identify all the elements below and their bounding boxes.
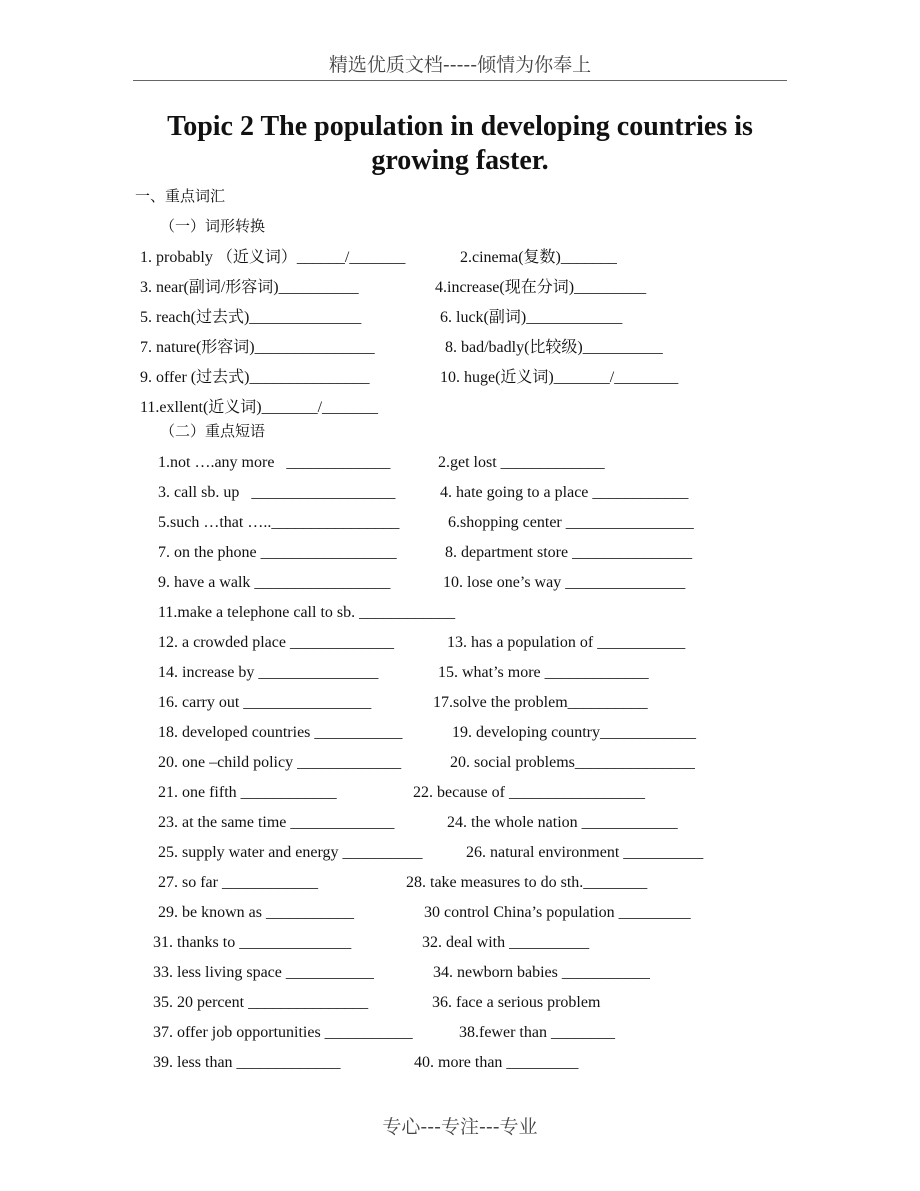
title-line-1: Topic 2 The population in developing countries is xyxy=(167,111,753,142)
phrase-item: 1.not ….any more _____________ xyxy=(158,454,391,471)
page-footer: 专心---专注---专业 xyxy=(382,1116,538,1138)
phrase-item: 18. developed countries ___________ xyxy=(158,724,403,741)
phrase-item: 30 control China’s population _________ xyxy=(424,904,691,921)
title-line-2: growing faster. xyxy=(371,145,549,176)
phrase-item: 33. less living space ___________ xyxy=(153,964,374,981)
phrase-item: 13. has a population of ___________ xyxy=(447,634,686,651)
phrase-item: 17.solve the problem__________ xyxy=(433,694,648,711)
vocab-item: 6. luck(副词)____________ xyxy=(440,309,623,326)
phrase-item: 3. call sb. up __________________ xyxy=(158,484,396,501)
phrase-item: 10. lose one’s way _______________ xyxy=(443,574,686,591)
phrase-item: 7. on the phone _________________ xyxy=(158,544,397,561)
vocab-item: 8. bad/badly(比较级)__________ xyxy=(445,339,663,356)
phrase-item: 32. deal with __________ xyxy=(422,934,590,951)
phrase-item: 34. newborn babies ___________ xyxy=(433,964,650,981)
phrase-item: 21. one fifth ____________ xyxy=(158,784,337,801)
phrase-item: 31. thanks to ______________ xyxy=(153,934,352,951)
phrase-item: 23. at the same time _____________ xyxy=(158,814,395,831)
phrase-item: 11.make a telephone call to sb. ____________ xyxy=(158,604,456,621)
phrase-item: 38.fewer than ________ xyxy=(459,1024,615,1041)
subheading-key-phrases: （二）重点短语 xyxy=(160,422,266,440)
section-heading-vocabulary: 一、重点词汇 xyxy=(135,187,226,205)
phrase-item: 40. more than _________ xyxy=(414,1054,579,1071)
vocab-item: 7. nature(形容词)_______________ xyxy=(140,339,375,356)
phrase-item: 14. increase by _______________ xyxy=(158,664,379,681)
phrase-item: 9. have a walk _________________ xyxy=(158,574,391,591)
phrase-item: 8. department store _______________ xyxy=(445,544,693,561)
vocab-item: 11.exllent(近义词)_______/_______ xyxy=(140,399,379,416)
phrase-item: 36. face a serious problem xyxy=(432,994,601,1011)
phrase-item: 28. take measures to do sth.________ xyxy=(406,874,648,891)
phrase-item: 24. the whole nation ____________ xyxy=(447,814,678,831)
vocab-item: 3. near(副词/形容词)__________ xyxy=(140,279,359,296)
subheading-word-forms: （一）词形转换 xyxy=(160,217,266,235)
phrase-item: 19. developing country____________ xyxy=(452,724,696,741)
phrase-item: 20. one –child policy _____________ xyxy=(158,754,402,771)
phrase-item: 2.get lost _____________ xyxy=(438,454,605,471)
phrase-item: 29. be known as ___________ xyxy=(158,904,354,921)
vocab-item: 10. huge(近义词)_______/________ xyxy=(440,369,679,386)
phrase-item: 20. social problems_______________ xyxy=(450,754,695,771)
phrase-item: 5.such …that …..________________ xyxy=(158,514,400,531)
phrase-item: 6.shopping center ________________ xyxy=(448,514,694,531)
vocab-item: 9. offer (过去式)_______________ xyxy=(140,369,370,386)
phrase-item: 35. 20 percent _______________ xyxy=(153,994,369,1011)
phrase-item: 25. supply water and energy __________ xyxy=(158,844,423,861)
phrase-item: 27. so far ____________ xyxy=(158,874,318,891)
vocab-item: 5. reach(过去式)______________ xyxy=(140,309,362,326)
phrase-item: 37. offer job opportunities ___________ xyxy=(153,1024,413,1041)
page-header: 精选优质文档-----倾情为你奉上 xyxy=(328,54,592,76)
vocab-item: 4.increase(现在分词)_________ xyxy=(435,279,647,296)
phrase-item: 22. because of _________________ xyxy=(413,784,645,801)
phrase-item: 39. less than _____________ xyxy=(153,1054,341,1071)
page-title xyxy=(60,110,860,178)
phrase-item: 15. what’s more _____________ xyxy=(438,664,649,681)
vocab-item: 2.cinema(复数)_______ xyxy=(460,249,617,266)
phrase-item: 16. carry out ________________ xyxy=(158,694,372,711)
header-divider xyxy=(133,80,787,81)
phrase-item: 4. hate going to a place ____________ xyxy=(440,484,689,501)
phrase-item: 26. natural environment __________ xyxy=(466,844,704,861)
phrase-item: 12. a crowded place _____________ xyxy=(158,634,394,651)
vocab-item: 1. probably （近义词）______/_______ xyxy=(140,249,406,266)
